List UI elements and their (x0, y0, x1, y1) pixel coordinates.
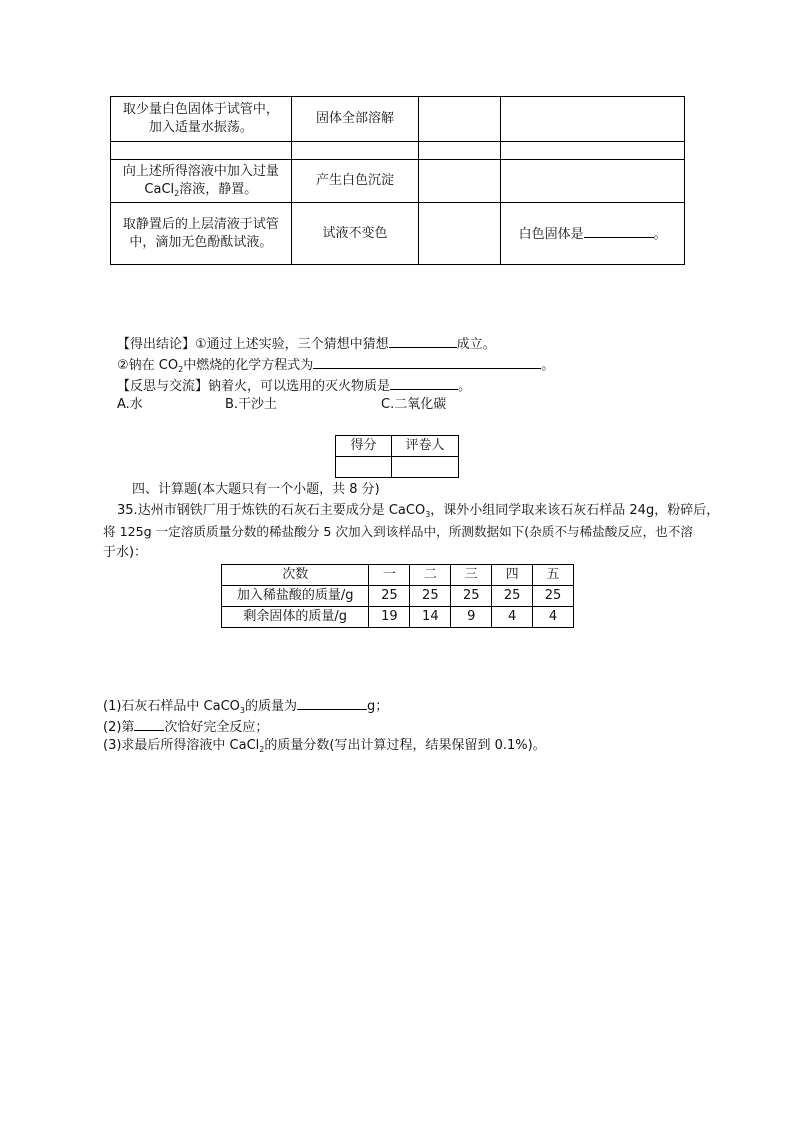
empty-cell (501, 142, 685, 160)
header-cell: 次数 (222, 565, 369, 586)
score-label: 得分 (336, 436, 392, 457)
score-box (335, 435, 459, 478)
conclusion-text: 。 (541, 358, 555, 373)
reviewer-label: 评卷人 (392, 436, 459, 457)
answer-blank[interactable] (297, 695, 367, 710)
header-cell: 二 (410, 565, 451, 586)
conclusion-suffix: 。 (653, 227, 667, 242)
header-cell: 三 (451, 565, 492, 586)
answer-blank[interactable] (134, 716, 164, 731)
conclusion-text: 【反思与交流】钠着火，可以选用的灭火物质是 (117, 379, 391, 394)
phenomenon-cell: 产生白色沉淀 (291, 160, 419, 203)
table-cell: 25 (451, 586, 492, 607)
table-cell: 4 (533, 607, 574, 628)
question-number: 35. (117, 503, 138, 518)
row-label: 加入稀盐酸的质量/g (222, 586, 369, 607)
conclusion-text: ②钠在 CO (117, 358, 179, 373)
reviewer-value[interactable] (392, 457, 459, 478)
empty-cell (291, 142, 419, 160)
table-cell: 25 (533, 586, 574, 607)
question-line-1 (117, 502, 719, 521)
table-cell: 25 (369, 586, 410, 607)
step-text-b: 溶液，静置。 (179, 181, 258, 197)
conclusion-line-3 (117, 375, 471, 396)
question-text: g； (367, 699, 389, 714)
subscript: 2 (178, 365, 184, 374)
option-b: B.干沙土 (225, 397, 278, 412)
conclusion-line-1 (117, 333, 496, 354)
question-text: (1)石灰石样品中 CaCO (103, 699, 240, 714)
answer-blank[interactable] (584, 223, 654, 238)
option-a: A.水 (117, 397, 143, 412)
conclusion-cell (501, 203, 685, 265)
empty-cell (419, 203, 501, 265)
header-cell: 五 (533, 565, 574, 586)
empty-cell (501, 97, 685, 142)
question-3 (103, 737, 546, 756)
row-label: 剩余固体的质量/g (222, 607, 369, 628)
conclusion-prefix: 白色固体是 (518, 227, 584, 242)
empty-cell (419, 160, 501, 203)
question-text: 的质量分数(写出计算过程，结果保留到 0.1%)。 (264, 738, 546, 753)
empty-cell (501, 160, 685, 203)
subscript: 2 (259, 745, 265, 754)
header-cell: 一 (369, 565, 410, 586)
table-cell: 19 (369, 607, 410, 628)
table-cell: 25 (492, 586, 533, 607)
question-1 (103, 695, 388, 717)
question-text: (3)求最后所得溶液中 CaCl (103, 738, 260, 753)
answer-blank[interactable] (390, 375, 458, 390)
subscript: 3 (239, 706, 245, 715)
score-value[interactable] (336, 457, 392, 478)
step-cell: 取静置后的上层清液于试管中，滴加无色酚酞试液。 (111, 203, 292, 265)
table-cell: 4 (492, 607, 533, 628)
step-text-a: 向上述所得溶液中加入过量 CaCl (122, 163, 279, 197)
answer-blank[interactable] (313, 354, 541, 369)
section-title: 四、计算题(本大题只有一个小题，共 8 分) (132, 482, 380, 497)
empty-cell (419, 97, 501, 142)
conclusion-text: 【得出结论】①通过上述实验，三个猜想中猜想 (117, 337, 389, 352)
experiment-table (110, 96, 685, 265)
empty-cell (111, 142, 292, 160)
question-line-2: 将 125g 一定溶质质量分数的稀盐酸分 5 次加入到该样品中，所测数据如下(杂质不与稀盐酸反应，也不溶 (103, 524, 693, 539)
question-text: 的质量为 (245, 699, 298, 714)
table-cell: 14 (410, 607, 451, 628)
header-cell: 四 (492, 565, 533, 586)
phenomenon-cell: 固体全部溶解 (291, 97, 419, 142)
subscript: 3 (425, 510, 431, 519)
question-line-3: 于水)： (103, 545, 148, 560)
conclusion-line-2 (117, 354, 554, 376)
conclusion-text: 中燃烧的化学方程式为 (183, 358, 314, 373)
table-cell: 9 (451, 607, 492, 628)
empty-cell (419, 142, 501, 160)
conclusion-text: 成立。 (456, 337, 496, 352)
data-table (221, 564, 574, 628)
conclusion-text: 。 (458, 379, 472, 394)
step-subscript: 2 (174, 188, 180, 198)
question-text: 达州市钢铁厂用于炼铁的石灰石主要成分是 CaCO (137, 503, 426, 518)
question-text: 次恰好完全反应； (164, 720, 269, 735)
step-cell: 取少量白色固体于试管中，加入适量水振荡。 (111, 97, 292, 142)
step-cell (111, 160, 292, 203)
option-c: C.二氧化碳 (381, 397, 447, 412)
phenomenon-cell: 试液不变色 (291, 203, 419, 265)
table-cell: 25 (410, 586, 451, 607)
question-text: (2)第 (103, 720, 135, 735)
question-text: ，课外小组同学取来该石灰石样品 24g，粉碎后， (430, 503, 720, 518)
answer-blank[interactable] (389, 333, 457, 348)
question-2 (103, 716, 268, 737)
